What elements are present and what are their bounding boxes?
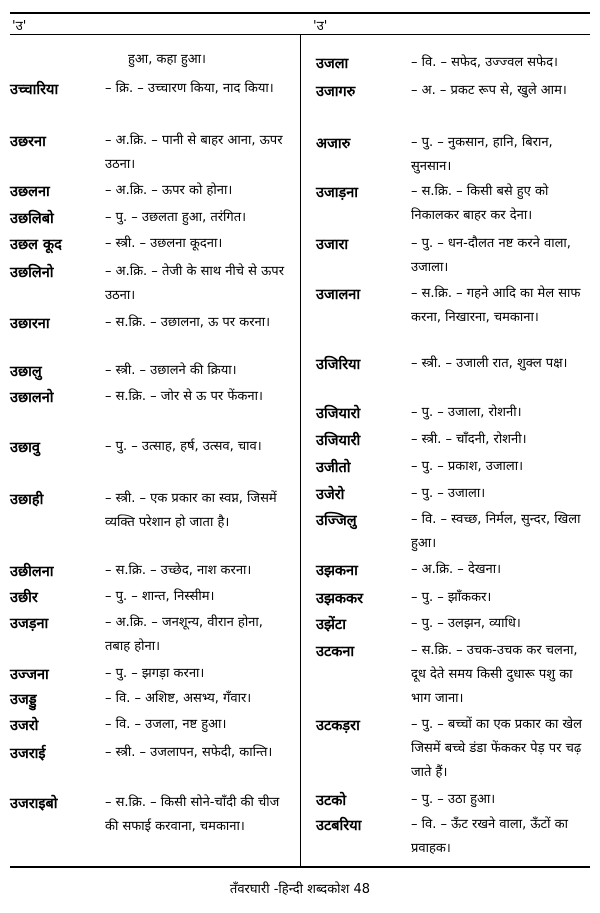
headword: उछावु xyxy=(10,440,40,456)
definition: – स्त्री. – चाँदनी, रोशनी। xyxy=(411,432,527,447)
definition: – स.क्रि. – गहने आदि का मेल साफ करना, निखारना, चमकाना। xyxy=(411,286,581,325)
definition: – स्त्री. – उजलापन, सफेदी, कान्ति। xyxy=(105,745,273,760)
definition: – अ. – प्रकट रूप से, खुले आम। xyxy=(411,83,567,98)
headword: उजालना xyxy=(316,287,361,303)
headword: उजरो xyxy=(10,718,39,734)
headword: उटको xyxy=(316,793,347,809)
headword: उजीतो xyxy=(316,460,351,476)
definition: – स.क्रि. – उछालना, ऊ पर करना। xyxy=(105,315,271,330)
definition: – वि. – अशिष्ट, असभ्य, गँवार। xyxy=(105,691,252,706)
headword: उजारा xyxy=(316,237,349,253)
definition: – अ.क्रि. – पानी से बाहर आना, ऊपर उठना। xyxy=(105,133,283,172)
definition: हुआ, कहा हुआ। xyxy=(128,52,206,67)
headword: उजिरिया xyxy=(316,357,361,373)
definition: – पु. – झाँककर। xyxy=(411,590,492,605)
definition: – पु. – उलझन, व्याधि। xyxy=(411,616,521,631)
definition: – पु. – उत्साह, हर्ष, उत्सव, चाव। xyxy=(105,439,262,454)
definition: – पु. – उठा हुआ। xyxy=(411,792,496,807)
headword: उज्जिलु xyxy=(316,513,357,529)
headword: उछीलना xyxy=(10,564,54,580)
headword: उटकड़रा xyxy=(316,718,360,734)
headword: उछीर xyxy=(10,590,38,606)
definition: – स्त्री. – उछलना कूदना। xyxy=(105,236,223,251)
definition: – अ.क्रि. – तेजी के साथ नीचे से ऊपर उठना। xyxy=(105,264,285,303)
headword: उजला xyxy=(316,56,349,72)
column-divider xyxy=(300,34,301,866)
page-footer: तँवरघारी -हिन्दी शब्दकोश 48 xyxy=(229,882,371,897)
definition: – वि. – स्वच्छ, निर्मल, सुन्दर, खिला हुआ। xyxy=(411,512,581,551)
headword: उछालु xyxy=(10,364,42,380)
definition: – स.क्रि. – जोर से ऊ पर फेंकना। xyxy=(105,389,263,404)
definition: – पु. – उछलता हुआ, तरंगित। xyxy=(105,210,247,225)
headword: उजेरो xyxy=(316,487,345,503)
definition: – स.क्रि. – किसी बसे हुए को निकालकर बाहर कर देना। xyxy=(411,184,549,223)
headword: उच्चारिया xyxy=(10,82,59,98)
headword: उछरना xyxy=(10,134,46,150)
headword: उजियारो xyxy=(316,406,361,422)
headword: उजड्डु xyxy=(10,692,37,708)
definition: – स्त्री. – उजाली रात, शुक्ल पक्ष। xyxy=(411,356,568,371)
headword: उझककर xyxy=(316,591,364,607)
headword: उजराइबो xyxy=(10,796,58,812)
headword: उटकना xyxy=(316,644,355,660)
header-left-letter: 'उ' xyxy=(12,19,27,34)
definition: – स्त्री. – एक प्रकार का स्वप्न, जिसमें व्यक्ति परेशान हो जाता है। xyxy=(105,491,277,530)
headword: उछलिबो xyxy=(10,211,54,227)
headword: अजारु xyxy=(316,136,351,152)
headword: उज्जना xyxy=(10,667,49,683)
headword: उछारना xyxy=(10,316,50,332)
header-right-letter: 'उ' xyxy=(313,19,328,34)
definition: – पु. – नुकसान, हानि, बिरान, सुनसान। xyxy=(411,135,553,174)
headword: उजाड़ना xyxy=(316,185,359,201)
definition: – स.क्रि. – उचक-उचक कर चलना, दूध देते समय किसी दुधारू पशु का भाग जाना। xyxy=(411,643,578,706)
headword: उजड़ना xyxy=(10,616,49,632)
definition: – पु. – झगड़ा करना। xyxy=(105,666,205,681)
definition: – अ.क्रि. – जनशून्य, वीरान होना, तबाह होना। xyxy=(105,615,263,654)
definition: – पु. – उजाला। xyxy=(411,486,486,501)
definition: – अ.क्रि. – ऊपर को होना। xyxy=(105,183,233,198)
headword: उछलना xyxy=(10,184,50,200)
headword: उजराई xyxy=(10,746,46,762)
headword: उजागरु xyxy=(316,84,356,100)
top-rule xyxy=(10,12,590,14)
headword: उछाही xyxy=(10,492,44,508)
definition: – पु. – बच्चों का एक प्रकार का खेल जिसमें बच्चे डंडा फेंककर पेड़ पर चढ़ जाते हैं। xyxy=(411,717,582,780)
headword: उझकना xyxy=(316,563,358,579)
definition: – वि. – उजला, नष्ट हुआ। xyxy=(105,717,227,732)
definition: – स.क्रि. – किसी सोने-चाँदी की चीज की सफाई करवाना, चमकाना। xyxy=(105,795,280,834)
bottom-rule xyxy=(10,866,590,868)
definition: – पु. – धन-दौलत नष्ट करने वाला, उजाला। xyxy=(411,236,571,275)
definition: – पु. – शान्त, निस्सीम। xyxy=(105,589,215,604)
headword: उछालनो xyxy=(10,390,54,406)
definition: – वि. – सफेद, उज्ज्वल सफेद। xyxy=(411,55,558,70)
headword: उजियारी xyxy=(316,433,361,449)
definition: – क्रि. – उच्चारण किया, नाद किया। xyxy=(105,81,274,96)
headword: उटबरिया xyxy=(316,818,362,834)
definition: – अ.क्रि. – देखना। xyxy=(411,562,501,577)
definition: – स.क्रि. – उच्छेद, नाश करना। xyxy=(105,563,252,578)
definition: – वि. – ऊँट रखने वाला, ऊँटों का प्रवाहक। xyxy=(411,817,568,856)
headword: उझेंटा xyxy=(316,617,346,633)
definition: – स्त्री. – उछालने की क्रिया। xyxy=(105,363,237,378)
headword: उछल कूद xyxy=(10,237,62,253)
definition: – पु. – प्रकाश, उजाला। xyxy=(411,459,524,474)
headword: उछलिनो xyxy=(10,265,54,281)
definition: – पु. – उजाला, रोशनी। xyxy=(411,405,522,420)
